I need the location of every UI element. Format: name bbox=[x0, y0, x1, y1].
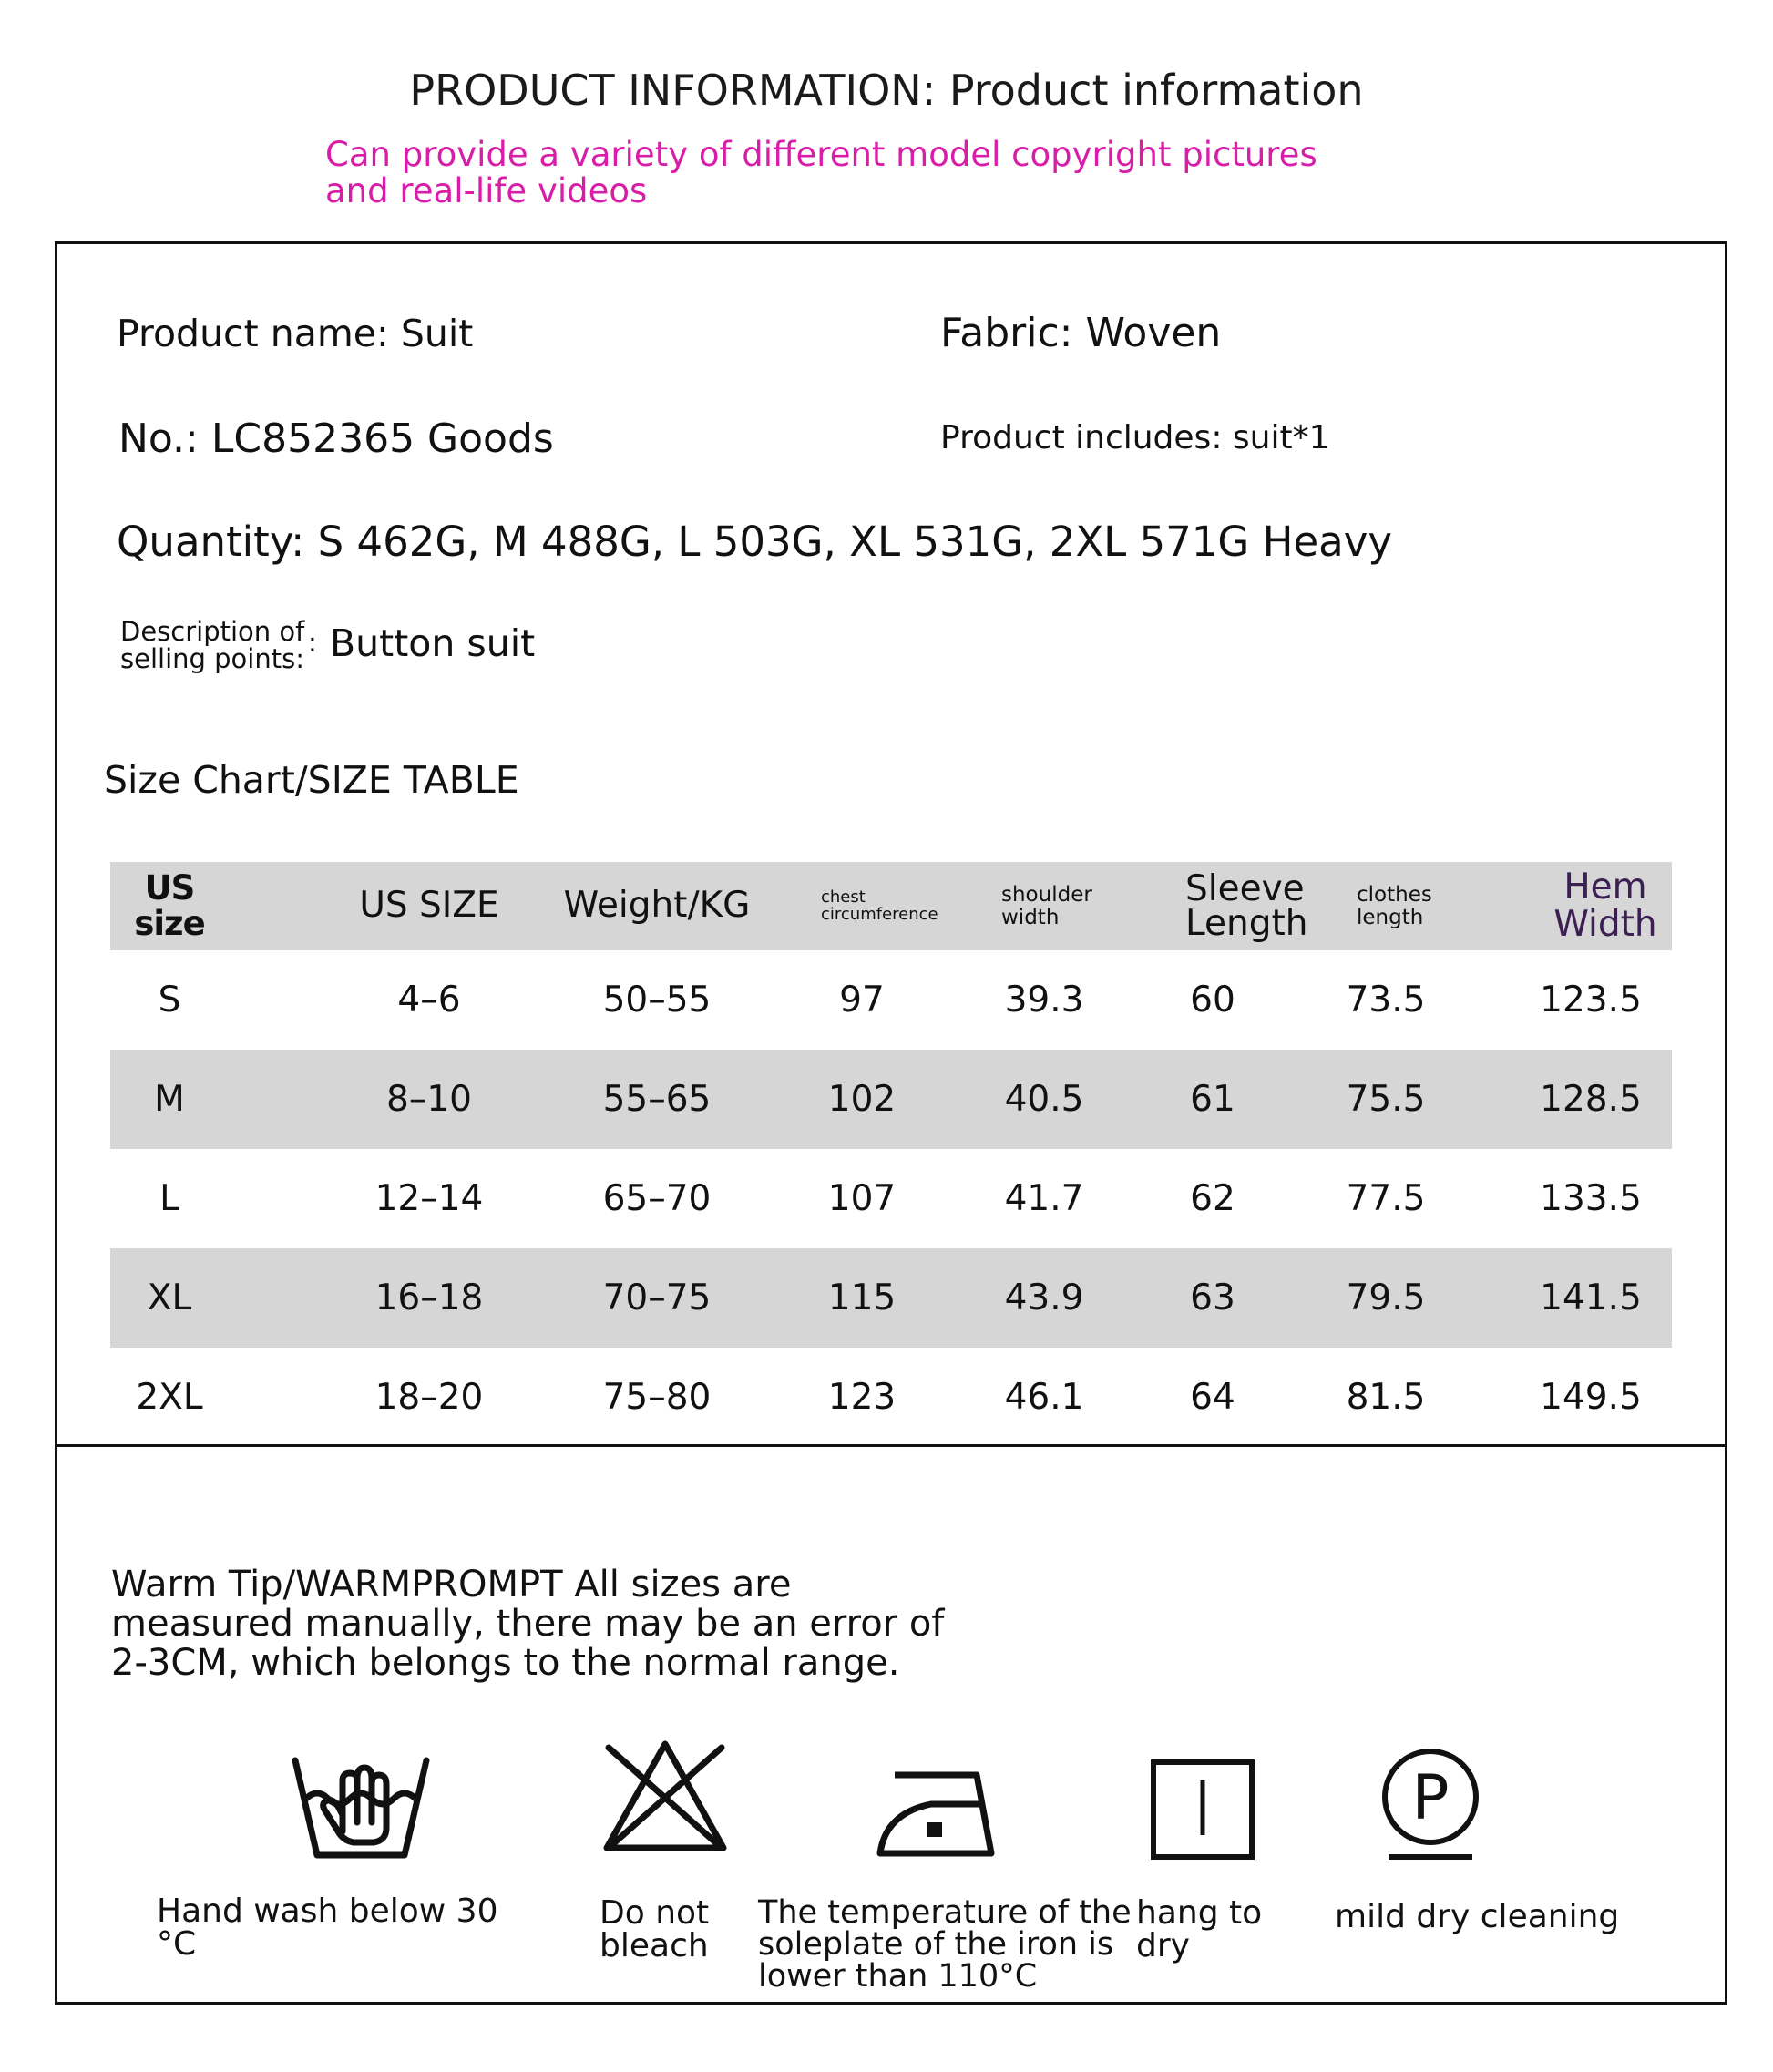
us-size-range-cell: 16–18 bbox=[374, 1277, 484, 1318]
size-chart-heading: Size Chart/SIZE TABLE bbox=[104, 758, 519, 802]
weight-cell: 50–55 bbox=[602, 980, 712, 1021]
care-label-bleach: Do not bleach bbox=[600, 1894, 710, 1964]
warm-tip: Warm Tip/WARMPROMPT All sizes are measured manually, there may be an error of 2-3CM, which belongs to the normal range. bbox=[111, 1564, 945, 1684]
us-size-cell: S bbox=[158, 980, 181, 1021]
do-not-bleach-icon bbox=[601, 1737, 729, 1855]
hem-cell: 128.5 bbox=[1540, 1079, 1642, 1120]
us-size-range-cell: 12–14 bbox=[374, 1178, 484, 1219]
table-row bbox=[110, 1348, 1672, 1447]
column-header-text: shoulder width bbox=[1001, 883, 1092, 929]
sleeve-cell: 61 bbox=[1190, 1079, 1235, 1120]
weight-cell: 55–65 bbox=[602, 1079, 712, 1120]
chest-cell: 102 bbox=[827, 1079, 897, 1120]
table-row bbox=[110, 1050, 1672, 1149]
length-cell: 79.5 bbox=[1346, 1277, 1426, 1318]
length-cell: 73.5 bbox=[1346, 980, 1426, 1021]
weight-cell: 70–75 bbox=[602, 1277, 712, 1318]
shoulder-cell: 43.9 bbox=[1004, 1277, 1084, 1318]
shoulder-cell: 39.3 bbox=[1004, 980, 1084, 1021]
hang-dry-icon bbox=[1150, 1759, 1255, 1861]
column-header: US SIZE bbox=[359, 885, 499, 927]
product-fabric: Fabric: Woven bbox=[940, 310, 1222, 356]
hem-cell: 123.5 bbox=[1540, 980, 1642, 1021]
chest-cell: 107 bbox=[827, 1178, 897, 1219]
product-number: No.: LC852365 Goods bbox=[118, 415, 554, 462]
table-row bbox=[110, 950, 1672, 1050]
shoulder-cell: 46.1 bbox=[1004, 1377, 1084, 1418]
column-header-text: chest circumference bbox=[821, 887, 938, 924]
us-size-cell: XL bbox=[147, 1277, 192, 1318]
page-title: PRODUCT INFORMATION: Product information bbox=[409, 66, 1364, 115]
sleeve-cell: 64 bbox=[1190, 1377, 1235, 1418]
care-label-hand-wash: Hand wash below 30 °C bbox=[157, 1892, 498, 1963]
description-separator: : bbox=[308, 627, 317, 658]
column-header bbox=[821, 862, 967, 950]
sleeve-cell: 62 bbox=[1190, 1178, 1235, 1219]
table-header-row bbox=[110, 862, 1672, 950]
column-header-text: clothes length bbox=[1357, 883, 1432, 929]
table-row bbox=[110, 1149, 1672, 1248]
size-table bbox=[110, 862, 1672, 1447]
length-cell: 77.5 bbox=[1346, 1178, 1426, 1219]
us-size-range-cell: 4–6 bbox=[397, 980, 461, 1021]
column-header bbox=[1357, 862, 1493, 950]
length-cell: 75.5 bbox=[1346, 1079, 1426, 1120]
care-label-dry-clean: mild dry cleaning bbox=[1335, 1898, 1620, 1935]
column-header: US size bbox=[134, 867, 205, 943]
us-size-cell: 2XL bbox=[136, 1377, 203, 1418]
product-quantity: Quantity: S 462G, M 488G, L 503G, XL 531G, 2XL 571G Heavy bbox=[117, 518, 1392, 566]
product-includes: Product includes: suit*1 bbox=[940, 419, 1330, 456]
column-header bbox=[1001, 862, 1147, 950]
chest-cell: 123 bbox=[827, 1377, 897, 1418]
care-label-hang-dry: hang to dry bbox=[1136, 1894, 1263, 1964]
column-header-text: Sleeve Length bbox=[1185, 867, 1308, 944]
page-subtitle: Can provide a variety of different model copyright pictures and real-life videos bbox=[325, 135, 1317, 210]
length-cell: 81.5 bbox=[1346, 1377, 1426, 1418]
hand-wash-icon bbox=[290, 1744, 432, 1862]
us-size-range-cell: 8–10 bbox=[386, 1079, 472, 1120]
chest-cell: 115 bbox=[827, 1277, 897, 1318]
shoulder-cell: 40.5 bbox=[1004, 1079, 1084, 1120]
us-size-range-cell: 18–20 bbox=[374, 1377, 484, 1418]
chest-cell: 97 bbox=[839, 980, 885, 1021]
hem-cell: 141.5 bbox=[1540, 1277, 1642, 1318]
us-size-cell: M bbox=[154, 1079, 185, 1120]
description-value: Button suit bbox=[330, 621, 536, 665]
product-name: Product name: Suit bbox=[117, 312, 474, 355]
shoulder-cell: 41.7 bbox=[1004, 1178, 1084, 1219]
dry-clean-symbol: P bbox=[1411, 1762, 1450, 1834]
weight-cell: 65–70 bbox=[602, 1178, 712, 1219]
sleeve-cell: 60 bbox=[1190, 980, 1235, 1021]
column-header bbox=[1176, 862, 1313, 950]
weight-cell: 75–80 bbox=[602, 1377, 712, 1418]
care-label-iron: The temperature of the soleplate of the iron is lower than 110°C bbox=[758, 1894, 1132, 1995]
hem-cell: 149.5 bbox=[1540, 1377, 1642, 1418]
column-header: Weight/KG bbox=[563, 885, 751, 927]
table-row bbox=[110, 1248, 1672, 1348]
description-label: Description of selling points: bbox=[120, 616, 305, 674]
hem-cell: 133.5 bbox=[1540, 1178, 1642, 1219]
iron-low-temp-icon bbox=[876, 1768, 995, 1859]
mild-dry-clean-icon bbox=[1379, 1748, 1481, 1864]
us-size-cell: L bbox=[159, 1178, 179, 1219]
sleeve-cell: 63 bbox=[1190, 1277, 1235, 1318]
column-header: Hem Width bbox=[1553, 866, 1657, 945]
